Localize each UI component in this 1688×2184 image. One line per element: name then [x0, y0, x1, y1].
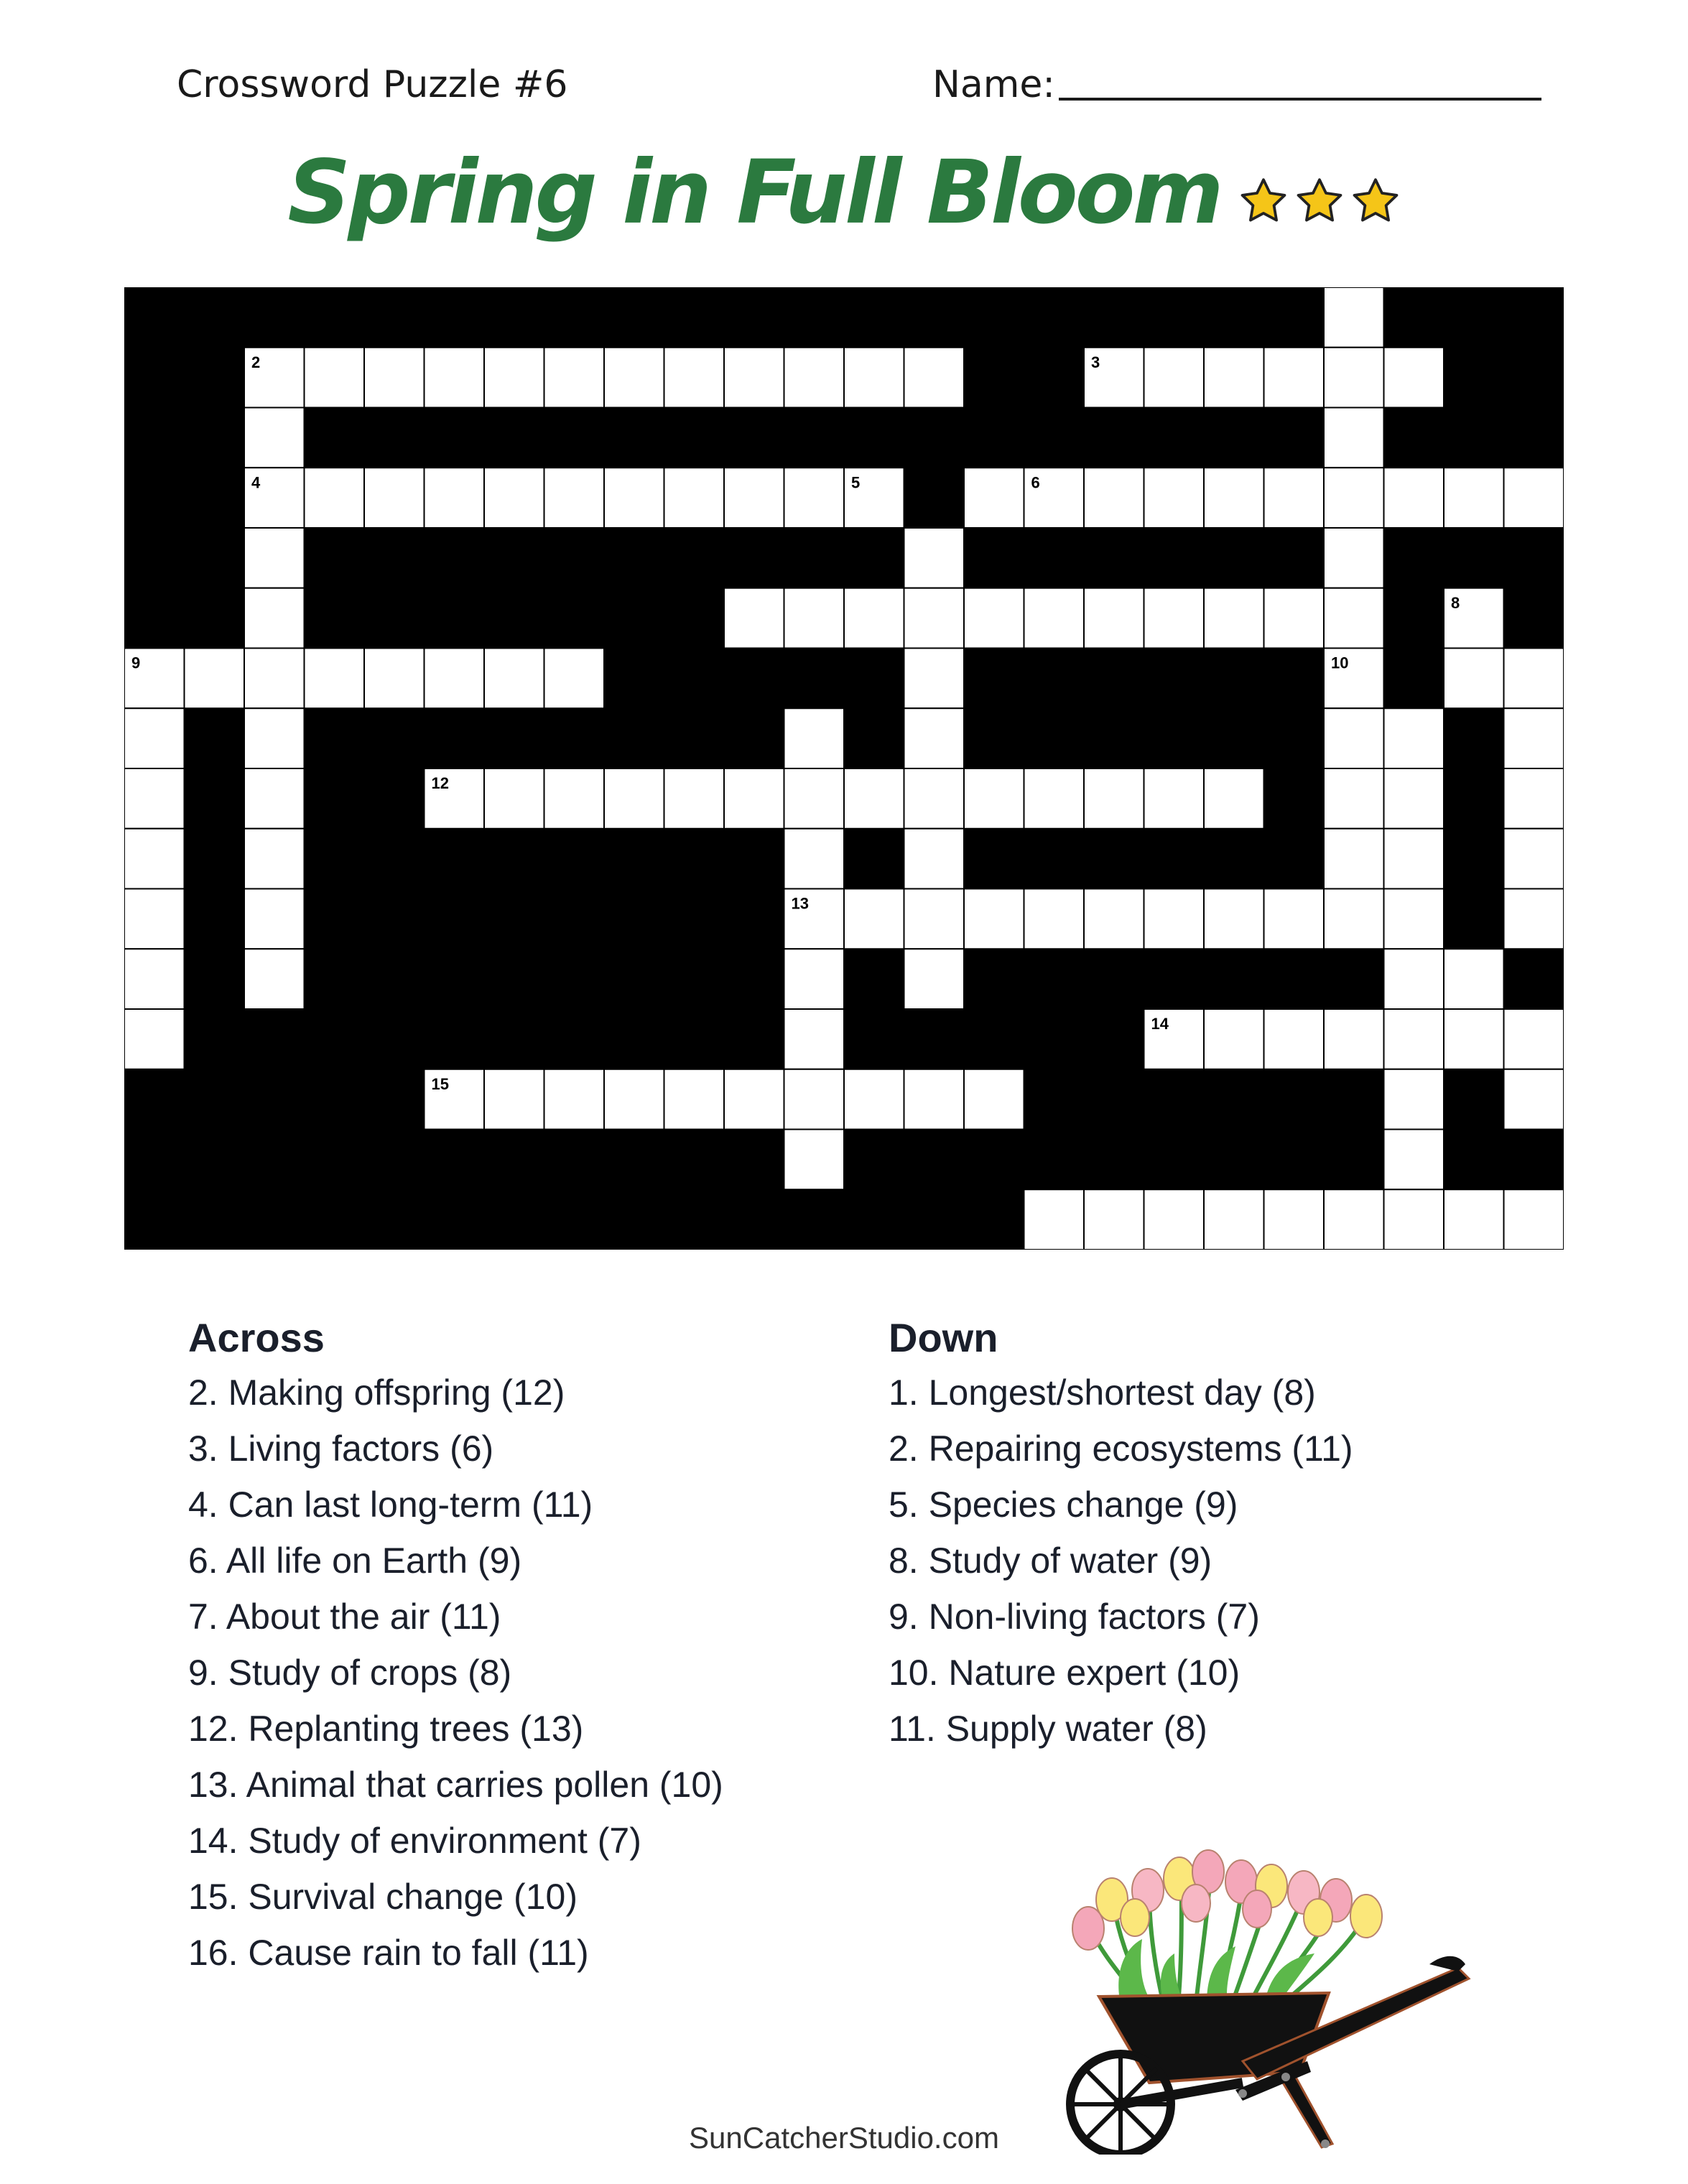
puzzle-label: Crossword Puzzle #6 — [177, 63, 568, 106]
grid-cell[interactable] — [124, 829, 185, 889]
across-clue: 13. Animal that carries pollen (10) — [188, 1765, 723, 1805]
grid-cell[interactable] — [1504, 1009, 1564, 1069]
grid-cell[interactable] — [844, 1069, 904, 1130]
grid-cell[interactable] — [1264, 889, 1325, 949]
grid-cell[interactable] — [784, 829, 845, 889]
grid-cell[interactable] — [1504, 1069, 1564, 1130]
grid-cell[interactable] — [484, 649, 544, 709]
grid-cell[interactable] — [364, 348, 425, 408]
difficulty-stars — [1238, 176, 1401, 226]
grid-cell[interactable] — [1384, 468, 1444, 528]
grid-cell[interactable] — [784, 348, 845, 408]
grid-cell[interactable] — [244, 588, 305, 649]
grid-cell[interactable] — [1204, 588, 1264, 649]
across-clue: 2. Making offspring (12) — [188, 1372, 565, 1413]
grid-cell[interactable] — [1264, 468, 1325, 528]
grid-cell[interactable] — [664, 468, 725, 528]
grid-cell[interactable] — [904, 1069, 965, 1130]
grid-cell[interactable] — [904, 949, 965, 1009]
grid-cell[interactable] — [1144, 768, 1205, 829]
cell-number: 12 — [431, 774, 449, 792]
grid-cell[interactable] — [1144, 348, 1205, 408]
grid-cell[interactable] — [544, 768, 605, 829]
grid-cell[interactable] — [844, 768, 904, 829]
grid-cell[interactable] — [724, 468, 784, 528]
grid-cell[interactable] — [1264, 1189, 1325, 1250]
grid-cell[interactable] — [724, 588, 784, 649]
grid-cell[interactable] — [1204, 1009, 1264, 1069]
cell-number: 1 — [1211, 293, 1220, 311]
grid-cell[interactable] — [1384, 889, 1444, 949]
grid-cell[interactable] — [305, 468, 365, 528]
grid-cell[interactable] — [1384, 348, 1444, 408]
grid-cell[interactable] — [1444, 1009, 1504, 1069]
cell-number: 14 — [1151, 1015, 1169, 1033]
grid-cell[interactable] — [124, 708, 185, 768]
grid-cell[interactable] — [1384, 708, 1444, 768]
grid-cell[interactable] — [1324, 528, 1384, 588]
grid-cell[interactable] — [964, 468, 1024, 528]
grid-cell[interactable] — [1384, 949, 1444, 1009]
grid-cell[interactable] — [1024, 889, 1085, 949]
name-field[interactable] — [1059, 98, 1541, 101]
grid-cell[interactable] — [544, 348, 605, 408]
grid-cell[interactable] — [604, 348, 664, 408]
grid-cell[interactable] — [364, 468, 425, 528]
grid-cell[interactable] — [1144, 588, 1205, 649]
grid-cell[interactable] — [964, 588, 1024, 649]
grid-cell[interactable] — [604, 468, 664, 528]
cell-number: 16 — [911, 1195, 929, 1214]
grid-cell[interactable] — [484, 1069, 544, 1130]
grid-cell[interactable] — [724, 1069, 784, 1130]
grid-cell[interactable] — [244, 649, 305, 709]
grid-cell[interactable] — [1024, 588, 1085, 649]
grid-cell[interactable] — [904, 588, 965, 649]
grid-cell[interactable] — [1444, 949, 1504, 1009]
grid-cell[interactable] — [784, 1069, 845, 1130]
title-row — [0, 135, 1688, 250]
grid-cell[interactable] — [784, 768, 845, 829]
cell-number: 15 — [431, 1074, 449, 1093]
grid-cell[interactable] — [1204, 1189, 1264, 1250]
grid-cell[interactable] — [664, 768, 725, 829]
grid-cell[interactable] — [1504, 1189, 1564, 1250]
grid-cell[interactable] — [1024, 768, 1085, 829]
grid-cell[interactable] — [484, 348, 544, 408]
grid-cell[interactable] — [1024, 1189, 1085, 1250]
grid-cell[interactable] — [784, 1130, 845, 1190]
grid-cell[interactable] — [1324, 1009, 1384, 1069]
grid-cell[interactable] — [425, 649, 485, 709]
grid-cell[interactable] — [124, 889, 185, 949]
grid-cell[interactable] — [1324, 1189, 1384, 1250]
across-clue: 12. Replanting trees (13) — [188, 1709, 584, 1749]
grid-cell[interactable] — [1204, 348, 1264, 408]
grid-cell[interactable] — [1264, 1009, 1325, 1069]
grid-cell[interactable] — [484, 468, 544, 528]
grid-cell[interactable] — [1264, 348, 1325, 408]
across-clue-list — [188, 1365, 723, 1981]
cell-number: 8 — [1451, 593, 1460, 612]
grid-cell[interactable] — [124, 949, 185, 1009]
cell-number: 2 — [251, 353, 261, 371]
grid-cell[interactable] — [784, 708, 845, 768]
grid-cell[interactable] — [964, 768, 1024, 829]
grid-cell[interactable] — [904, 528, 965, 588]
grid-cell[interactable] — [604, 768, 664, 829]
grid-cell[interactable] — [1264, 588, 1325, 649]
grid-cell[interactable] — [1084, 889, 1144, 949]
down-clue: 2. Repairing ecosystems (11) — [889, 1428, 1353, 1469]
cell-number: 11 — [671, 714, 688, 733]
down-clue: 9. Non-living factors (7) — [889, 1597, 1260, 1637]
crossword-grid[interactable] — [124, 287, 1564, 1250]
grid-cell[interactable] — [844, 348, 904, 408]
grid-cell[interactable] — [1204, 468, 1264, 528]
grid-cell[interactable] — [904, 829, 965, 889]
cell-number: 5 — [851, 473, 861, 492]
grid-cell[interactable] — [484, 768, 544, 829]
grid-cell[interactable] — [1384, 1009, 1444, 1069]
grid-cell[interactable] — [1324, 588, 1384, 649]
grid-cell[interactable] — [604, 1069, 664, 1130]
grid-cell[interactable] — [244, 829, 305, 889]
grid-cell[interactable] — [964, 1069, 1024, 1130]
grid-cell[interactable] — [904, 889, 965, 949]
grid-cell[interactable] — [544, 1069, 605, 1130]
grid-cell[interactable] — [904, 708, 965, 768]
grid-cell[interactable] — [784, 468, 845, 528]
grid-cell[interactable] — [1504, 708, 1564, 768]
grid-cell[interactable] — [364, 649, 425, 709]
grid-cell[interactable] — [185, 649, 245, 709]
grid-cell[interactable] — [1504, 829, 1564, 889]
grid-cell[interactable] — [1324, 768, 1384, 829]
grid-cell[interactable] — [844, 889, 904, 949]
down-clue: 1. Longest/shortest day (8) — [889, 1372, 1316, 1413]
grid-cell[interactable] — [964, 889, 1024, 949]
grid-cell[interactable] — [1504, 649, 1564, 709]
grid-cell[interactable] — [1384, 1189, 1444, 1250]
name-label: Name: — [932, 63, 1055, 106]
grid-cell[interactable] — [244, 408, 305, 468]
grid-cell[interactable] — [1324, 468, 1384, 528]
star-icon — [1350, 176, 1401, 226]
down-clue: 8. Study of water (9) — [889, 1541, 1212, 1581]
grid-cell[interactable] — [1144, 1189, 1205, 1250]
grid-cell[interactable] — [724, 768, 784, 829]
grid-cell[interactable] — [305, 649, 365, 709]
grid-cell[interactable] — [305, 348, 365, 408]
grid-cell[interactable] — [244, 708, 305, 768]
grid-cell[interactable] — [425, 348, 485, 408]
grid-cell[interactable] — [664, 1069, 725, 1130]
across-clue: 3. Living factors (6) — [188, 1428, 494, 1469]
grid-cell[interactable] — [1084, 1189, 1144, 1250]
across-clue: 16. Cause rain to fall (11) — [188, 1933, 589, 1973]
down-clue: 11. Supply water (8) — [889, 1709, 1207, 1749]
grid-cell[interactable] — [244, 528, 305, 588]
grid-cell[interactable] — [1444, 1189, 1504, 1250]
grid-cell[interactable] — [1384, 768, 1444, 829]
footer-site: SunCatcherStudio.com — [689, 2121, 999, 2155]
grid-cell[interactable] — [1324, 408, 1384, 468]
across-clue: 14. Study of environment (7) — [188, 1821, 641, 1861]
tulip-wheelbarrow-illustration — [1027, 1824, 1487, 2155]
across-clue: 4. Can last long-term (11) — [188, 1484, 593, 1525]
grid-cell[interactable] — [1444, 649, 1504, 709]
grid-cell[interactable] — [1324, 829, 1384, 889]
grid-cell[interactable] — [1444, 468, 1504, 528]
cell-number: 3 — [1091, 353, 1100, 371]
cell-number: 10 — [1331, 654, 1349, 672]
grid-cell[interactable] — [1084, 768, 1144, 829]
grid-cell[interactable] — [844, 588, 904, 649]
star-icon — [1238, 176, 1289, 226]
grid-cell[interactable] — [425, 468, 485, 528]
grid-cell[interactable] — [1144, 889, 1205, 949]
grid-cell[interactable] — [1324, 287, 1384, 348]
grid-cell[interactable] — [1324, 348, 1384, 408]
grid-cell[interactable] — [1504, 468, 1564, 528]
down-heading: Down — [889, 1315, 998, 1360]
star-icon — [1294, 176, 1345, 226]
across-clue: 15. Survival change (10) — [188, 1877, 578, 1917]
cell-number: 7 — [671, 593, 680, 612]
grid-cell[interactable] — [664, 348, 725, 408]
cell-number: 6 — [1031, 473, 1040, 492]
grid-cell[interactable] — [1204, 768, 1264, 829]
grid-cell[interactable] — [1084, 588, 1144, 649]
grid-cell[interactable] — [244, 889, 305, 949]
down-clue: 10. Nature expert (10) — [889, 1653, 1241, 1693]
grid-cell[interactable] — [1144, 468, 1205, 528]
cell-number: 13 — [791, 894, 809, 913]
grid-cell[interactable] — [124, 1009, 185, 1069]
across-clue: 6. All life on Earth (9) — [188, 1541, 522, 1581]
across-clue: 9. Study of crops (8) — [188, 1653, 512, 1693]
grid-cell[interactable] — [1324, 708, 1384, 768]
grid-cell[interactable] — [544, 468, 605, 528]
grid-cell[interactable] — [124, 768, 185, 829]
grid-cell[interactable] — [904, 649, 965, 709]
grid-cell[interactable] — [1384, 1130, 1444, 1190]
grid-cell[interactable] — [784, 1009, 845, 1069]
down-clue-list — [889, 1365, 1353, 1757]
grid-cell[interactable] — [244, 949, 305, 1009]
grid-cell[interactable] — [1324, 889, 1384, 949]
cell-number: 9 — [131, 654, 141, 672]
grid-cell[interactable] — [904, 348, 965, 408]
across-clue: 7. About the air (11) — [188, 1597, 501, 1637]
grid-cell[interactable] — [1084, 468, 1144, 528]
grid-cell[interactable] — [784, 588, 845, 649]
down-clue: 5. Species change (9) — [889, 1484, 1238, 1525]
cell-number: 4 — [251, 473, 261, 492]
grid-cell[interactable] — [544, 649, 605, 709]
grid-cell[interactable] — [1384, 1069, 1444, 1130]
grid-cell[interactable] — [904, 768, 965, 829]
grid-cell[interactable] — [1504, 768, 1564, 829]
grid-cell[interactable] — [724, 348, 784, 408]
page-title: Spring in Full Bloom — [287, 141, 1221, 243]
grid-cell[interactable] — [1504, 889, 1564, 949]
grid-cell[interactable] — [244, 768, 305, 829]
grid-cell[interactable] — [1204, 889, 1264, 949]
grid-cell[interactable] — [1384, 829, 1444, 889]
across-heading: Across — [188, 1315, 325, 1360]
grid-cell[interactable] — [784, 949, 845, 1009]
